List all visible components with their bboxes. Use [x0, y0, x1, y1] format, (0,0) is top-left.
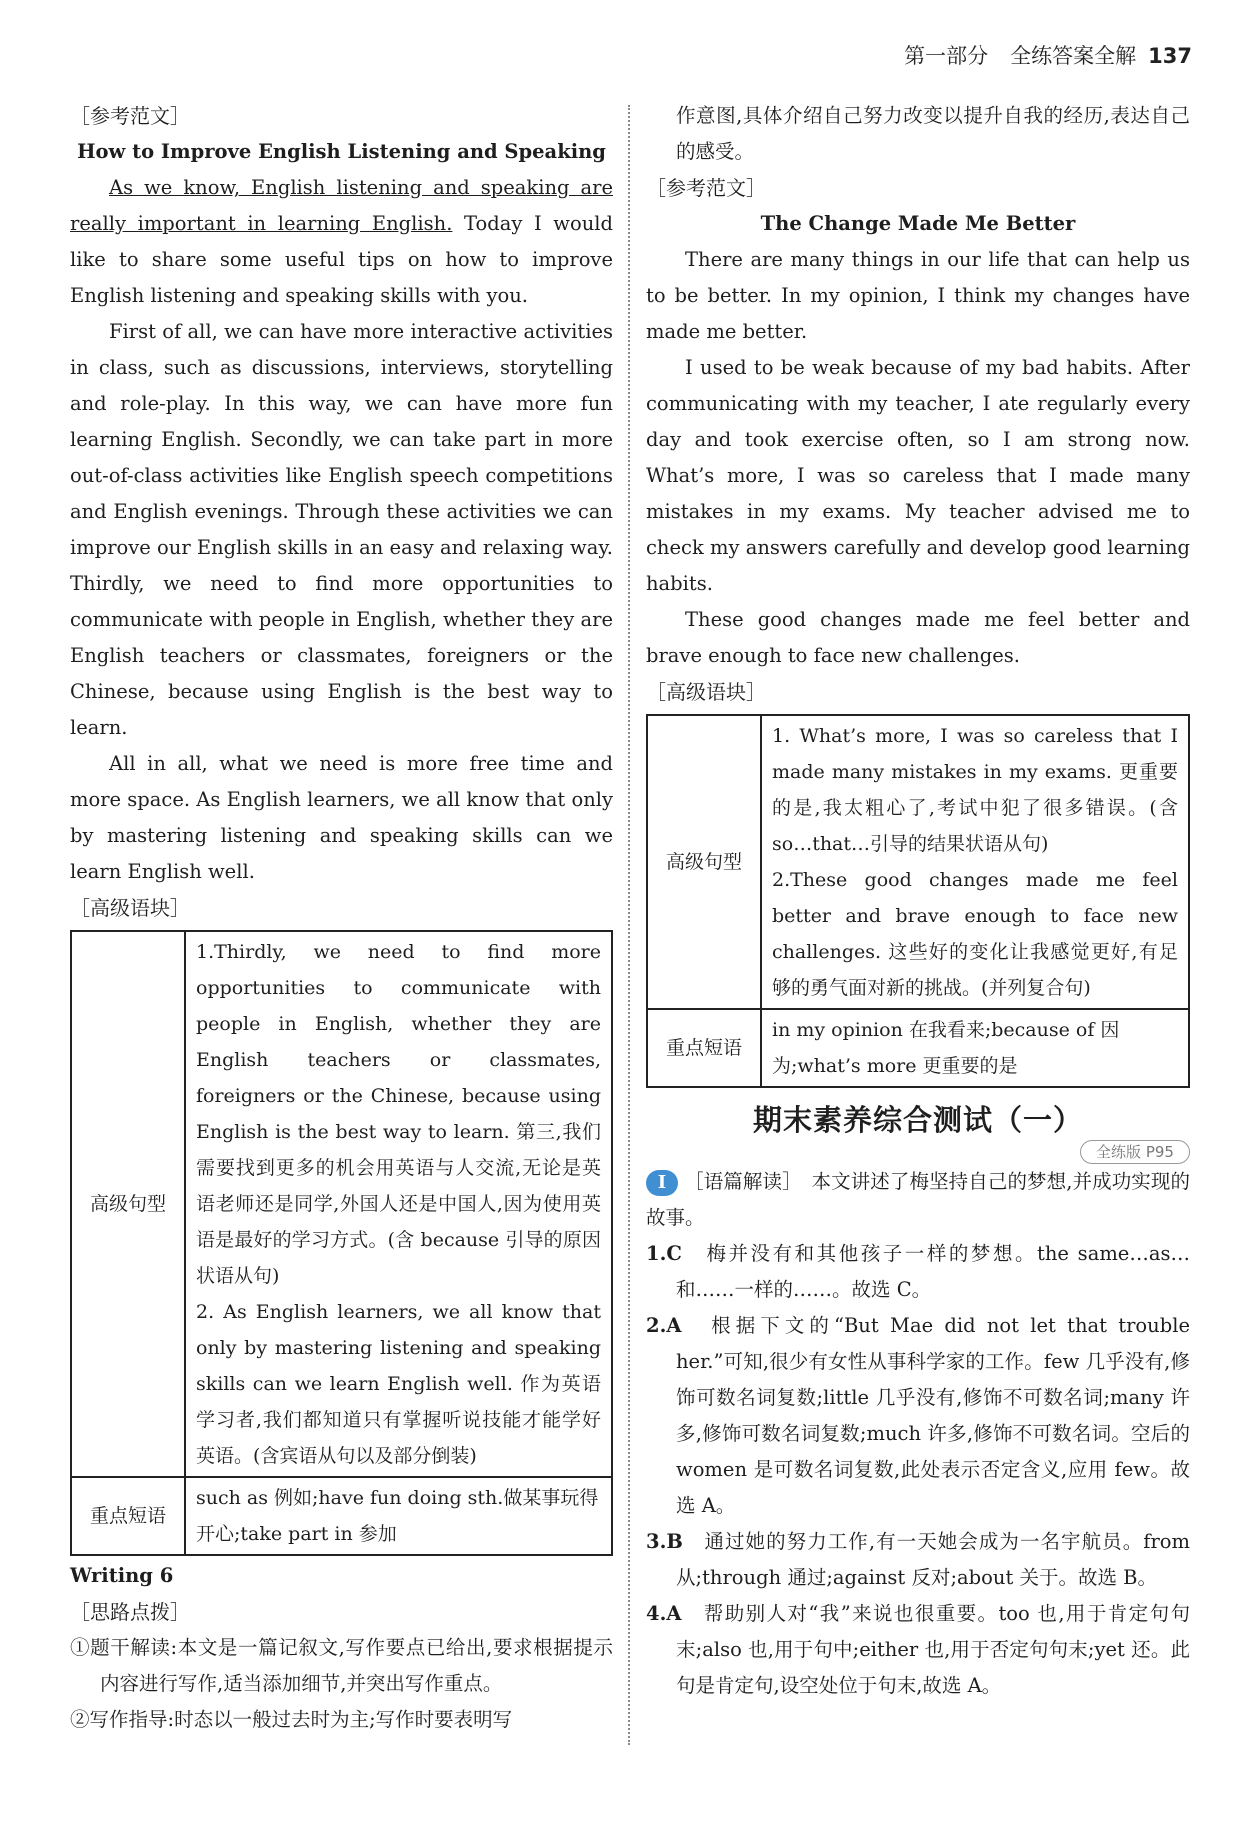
table-cell: [185, 931, 612, 1477]
answer-key: 1.C: [646, 1242, 707, 1265]
answer-key: 4.A: [646, 1602, 704, 1625]
answer-item: [646, 1524, 1190, 1596]
underlined-sentence: As we know, English listening and speaking are really important in learning English.: [70, 176, 613, 235]
test-title: 期末素养综合测试（一）: [752, 1103, 1083, 1137]
page-header: [904, 40, 1192, 70]
essay-paragraph: First of all, we can have more interactive activities in class, such as discussions, interviews, storytelling and role-play. In this way, we can have more fun learning English. Secondly, we can take part in more out-of-class activities like English speech competitions and English evenings. Through these activities we can improve our English skills in an easy and relaxing way. Thirdly, we need to find more opportunities to communicate with people in English, whether they are English teachers or classmates, foreigners or the Chinese, because using English is the best way to learn.: [70, 320, 613, 739]
right-column: [646, 98, 1190, 1704]
essay-paragraph: I used to be weak because of my bad habits. After communicating with my teacher, I ate regularly every day and took exercise often, so I am strong now. What’s more, I was so careless that I made many mistakes in my exams. My teacher advised me to check my answers carefully and develop good learning habits.: [646, 356, 1190, 595]
left-column: [70, 98, 613, 1738]
essay-paragraph: There are many things in our life that can help us to be better. In my opinion, I think my changes have made me better.: [646, 248, 1190, 343]
answer-item: [646, 1236, 1190, 1308]
ref-label: ［参考范文］: [70, 104, 190, 128]
column-divider: [628, 105, 630, 1745]
essay-title: The Change Made Me Better: [760, 212, 1076, 235]
part-label: 第一部分: [904, 44, 989, 68]
answer-key: 3.B: [646, 1530, 705, 1553]
essay-paragraph: As we know, English listening and speaking are really important in learning English. Today I would like to share some useful tips on how to improve English listening and speaking skills with you.: [70, 176, 613, 307]
page-ref-tag: 全练版 P95: [1080, 1140, 1190, 1164]
chunks-table: [70, 930, 613, 1556]
sentence-item: 2.These good changes made me feel better and brave enough to face new challenges. 这些好的变化让我感觉更好,有足够的勇气面对新的挑战。(并列复合句): [772, 869, 1178, 999]
answer-explanation: 通过她的努力工作,有一天她会成为一名宇航员。from 从;through 通过;against 反对;about 关于。故选 B。: [676, 1530, 1191, 1589]
table-label: 高级句型: [647, 715, 761, 1009]
page-number: 137: [1148, 44, 1192, 68]
essay-title: How to Improve English Listening and Speaking: [77, 140, 606, 163]
hint-item: ②写作指导:时态以一般过去时为主;写作时要表明写: [70, 1708, 513, 1731]
hint-label: ［思路点拨］: [70, 1600, 190, 1624]
sentence-item: 2. As English learners, we all know that only by mastering listening and speaking skills can we learn English well. 作为英语学习者,我们都知道只有掌握听说技能才能学好英语。(含宾语从句以及部分倒装): [196, 1301, 601, 1467]
answer-explanation: 根据下文的“But Mae did not let that trouble her.”可知,很少有女性从事科学家的工作。few 几乎没有,修饰可数名词复数;little 几乎没有,修饰不可数名词;many 许多,修饰可数名词复数;much 许多,修饰不可数名词。空后的 women 是可数名词复数,此处表示否定含义,应用 few。故选 A。: [676, 1314, 1190, 1517]
answer-explanation: 帮助别人对“我”来说也很重要。too 也,用于肯定句句末;also 也,用于句中;either 也,用于否定句句末;yet 还。此句是肯定句,设空处位于句末,故选 A。: [676, 1602, 1190, 1697]
chunks-label: ［高级语块］: [646, 680, 766, 704]
book-title: 全练答案全解: [1010, 44, 1137, 68]
essay-paragraph: These good changes made me feel better and brave enough to face new challenges.: [646, 608, 1190, 667]
answer-item: [646, 1308, 1190, 1524]
essay-paragraph: All in all, what we need is more free time and more space. As English learners, we all know that only by mastering listening and speaking skills can we learn English well.: [70, 752, 613, 883]
section-numeral-badge: Ⅰ: [646, 1170, 678, 1196]
answer-item: [646, 1596, 1190, 1704]
answer-key: 2.A: [646, 1314, 712, 1337]
section-intro: Ⅰ ［语篇解读］ 本文讲述了梅坚持自己的梦想,并成功实现的故事。: [646, 1170, 1190, 1229]
writing-title: Writing 6: [70, 1564, 174, 1587]
ref-label: ［参考范文］: [646, 176, 766, 200]
sentence-item: 1.Thirdly, we need to find more opportunities to communicate with people in English, whether they are English teachers or classmates, foreigners or the Chinese, because using English is the best way to learn. 第三,我们需要找到更多的机会用英语与人交流,无论是英语老师还是同学,外国人还是中国人,因为使用英语是最好的学习方式。(含 because 引导的原因状语从句): [196, 941, 601, 1287]
answer-explanation: 梅并没有和其他孩子一样的梦想。the same…as…和……一样的……。故选 C。: [676, 1242, 1190, 1301]
table-cell: [761, 715, 1189, 1009]
chunks-table: [646, 714, 1190, 1088]
hint-item: ①题干解读:本文是一篇记叙文,写作要点已给出,要求根据提示内容进行写作,适当添加细节,并突出写作重点。: [70, 1636, 613, 1695]
table-cell: such as 例如;have fun doing sth.做某事玩得开心;take part in 参加: [185, 1477, 612, 1555]
chunks-label: ［高级语块］: [70, 896, 190, 920]
table-label: 高级句型: [71, 931, 185, 1477]
answer-list: [646, 1236, 1190, 1704]
hint-continuation: 作意图,具体介绍自己努力改变以提升自我的经历,表达自己的感受。: [676, 104, 1190, 163]
table-cell: in my opinion 在我看来;because of 因为;what’s more 更重要的是: [761, 1009, 1189, 1087]
table-label: 重点短语: [647, 1009, 761, 1087]
table-label: 重点短语: [71, 1477, 185, 1555]
sentence-item: 1. What’s more, I was so careless that I made many mistakes in my exams. 更重要的是,我太粗心了,考试中犯了很多错误。(含 so…that…引导的结果状语从句): [772, 725, 1178, 855]
